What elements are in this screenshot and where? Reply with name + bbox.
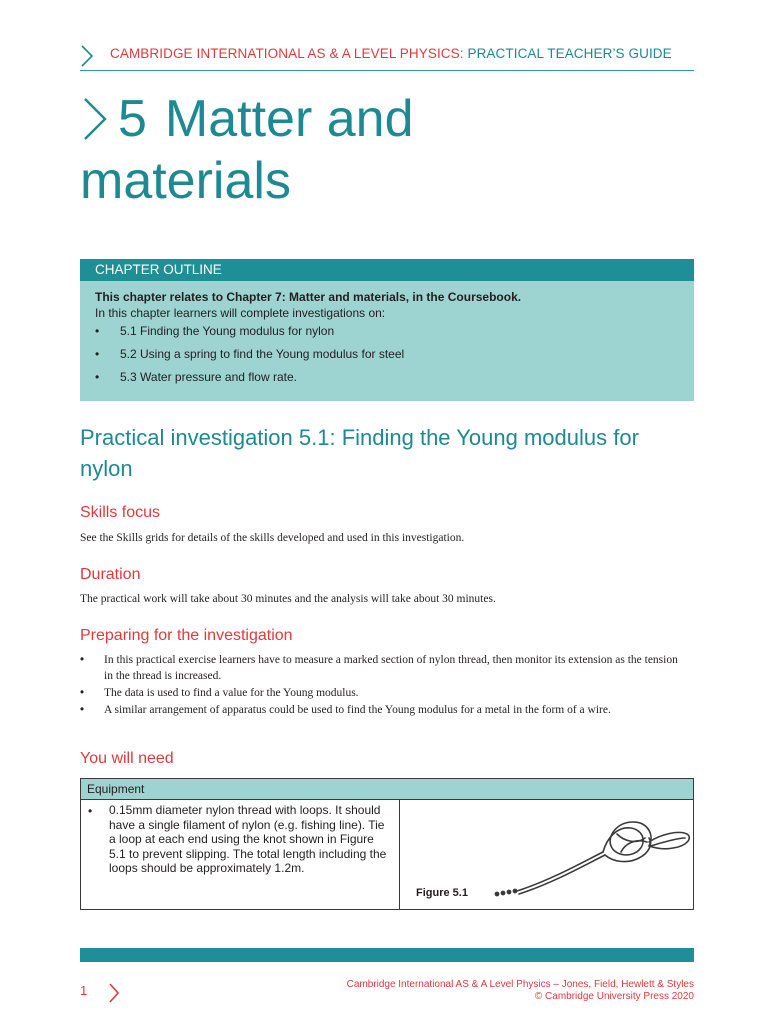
bullet-icon: • (80, 654, 85, 666)
bullet-icon: • (95, 370, 100, 384)
figure-caption: Figure 5.1 (416, 887, 468, 899)
footer-chevron-icon (108, 982, 120, 1004)
book-title: CAMBRIDGE INTERNATIONAL AS & A LEVEL PHYSICS: (110, 46, 464, 61)
bullet-icon: • (95, 347, 100, 361)
running-header (80, 44, 694, 71)
preparing-item: • The data is used to find a value for the Young modulus. (80, 687, 359, 699)
equipment-cell (81, 800, 400, 909)
bullet-icon: • (88, 804, 93, 818)
bullet-icon: • (95, 324, 100, 338)
skills-focus-text: See the Skills grids for details of the skills developed and used in this investigation. (80, 532, 465, 544)
chapter-title (80, 88, 700, 212)
investigation-title: Practical investigation 5.1: Finding the Young modulus for nylon (80, 425, 639, 481)
chapter-title-line1: Matter and (164, 90, 414, 148)
chapter-number: 5 (118, 90, 147, 148)
equipment-item: 0.15mm diameter nylon thread with loops. It should have a single filament of nylon (e.g. fishing line). Tie a loop at each end using the knot shown in Figure 5.1 to prevent slipping. The total length including the loops should be approximately 1.2m. (109, 803, 387, 875)
outline-item: • 5.3 Water pressure and flow rate. (95, 370, 297, 384)
duration-heading: Duration (80, 566, 141, 583)
header-title (110, 46, 672, 61)
page-number: 1 (80, 983, 88, 998)
footer-line2: © Cambridge University Press 2020 (534, 991, 694, 1002)
chapter-outline-box (80, 259, 694, 401)
duration-text: The practical work will take about 30 minutes and the analysis will take about 30 minutes. (80, 593, 496, 605)
you-will-need-heading: You will need (80, 750, 174, 767)
equipment-header: Equipment (81, 779, 693, 800)
outline-item: • 5.1 Finding the Young modulus for nylon (95, 324, 335, 338)
preparing-item: • A similar arrangement of apparatus could be used to find the Young modulus for a metal in the form of a wire. (80, 704, 611, 716)
skills-focus-heading: Skills focus (80, 504, 161, 521)
bullet-icon: • (80, 687, 85, 699)
equipment-row (81, 800, 693, 909)
equipment-table (80, 778, 694, 910)
footer-line1: Cambridge International AS & A Level Physics – Jones, Field, Hewlett & Styles (346, 979, 694, 990)
outline-item: • 5.2 Using a spring to find the Young modulus for steel (95, 347, 405, 361)
preparing-list (80, 652, 680, 719)
chapter-outline-heading: CHAPTER OUTLINE (80, 259, 694, 281)
outline-lead: This chapter relates to Chapter 7: Matter and materials, in the Coursebook. (95, 290, 522, 304)
preparing-item: • In this practical exercise learners have to measure a marked section of nylon thread, then monitor its extension as the tension in the thread is increased. (80, 654, 678, 682)
bullet-icon: • (80, 704, 85, 716)
footer-credits (347, 979, 694, 1003)
chapter-title-line2: materials (80, 152, 291, 210)
chevron-right-icon (80, 44, 94, 68)
outline-list (80, 324, 694, 385)
footer-bar (80, 948, 694, 962)
guide-title: PRACTICAL TEACHER’S GUIDE (467, 46, 672, 61)
preparing-heading: Preparing for the investigation (80, 627, 293, 644)
outline-intro: In this chapter learners will complete investigations on: (95, 306, 386, 320)
